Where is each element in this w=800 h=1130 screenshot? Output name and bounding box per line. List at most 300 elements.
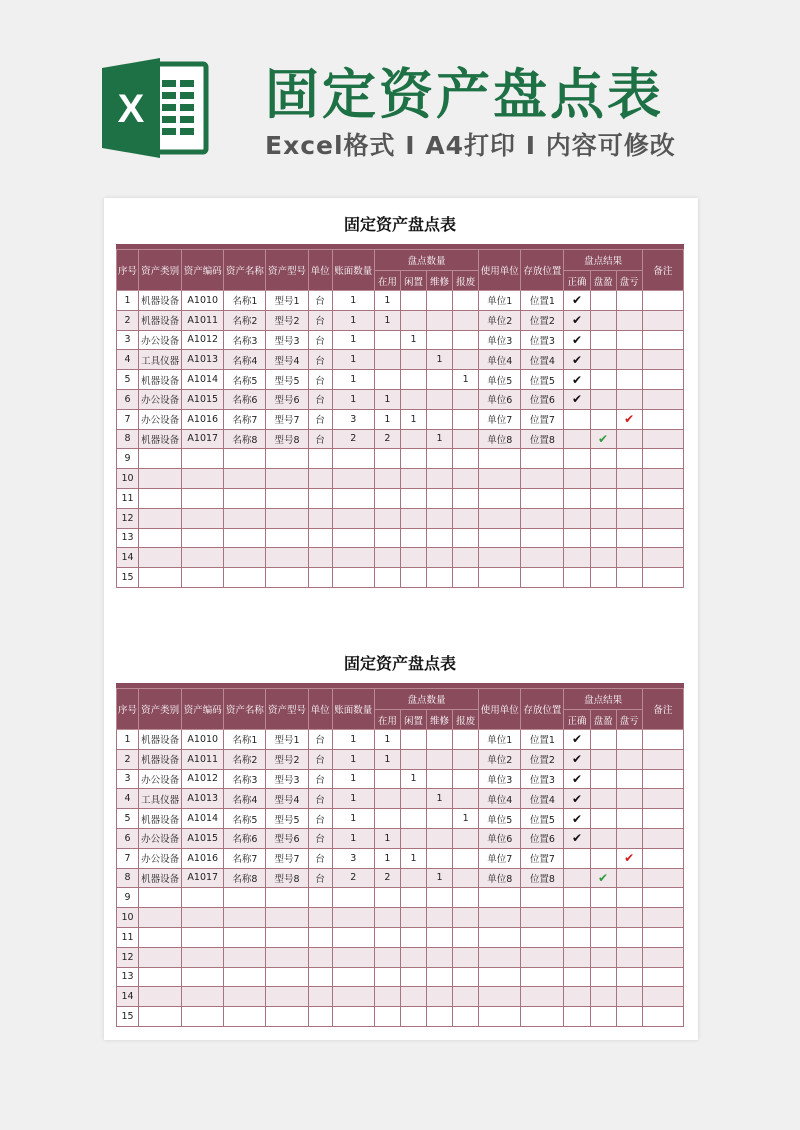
cell-book-qty xyxy=(332,908,374,928)
cell-code: A1016 xyxy=(182,848,224,868)
cell-seq: 8 xyxy=(117,868,139,888)
cell-result-surplus xyxy=(590,330,616,350)
table-row xyxy=(117,488,684,508)
col-header-use-dept: 使用单位 xyxy=(479,250,521,291)
cell-use-dept xyxy=(479,947,521,967)
cell-use-dept xyxy=(479,888,521,908)
cell-seq: 3 xyxy=(117,769,139,789)
cell-book-qty: 1 xyxy=(332,749,374,769)
cell-category: 机器设备 xyxy=(139,730,182,750)
cell-in-use: 2 xyxy=(374,429,400,449)
table-row xyxy=(117,809,684,829)
cell-code xyxy=(182,1007,224,1027)
cell-result-surplus xyxy=(590,310,616,330)
table-row xyxy=(117,389,684,409)
cell-result-surplus xyxy=(590,568,616,588)
check-mark-icon: ✔ xyxy=(571,811,583,826)
cell-repair xyxy=(427,967,453,987)
cell-use-dept xyxy=(479,548,521,568)
cell-location: 位置5 xyxy=(521,370,564,390)
col-header-loss: 盘亏 xyxy=(616,710,642,730)
table-row xyxy=(117,409,684,429)
cell-result-correct xyxy=(564,730,590,750)
cell-code: A1014 xyxy=(182,809,224,829)
cell-category xyxy=(139,1007,182,1027)
cell-category: 办公设备 xyxy=(139,848,182,868)
cell-category xyxy=(139,888,182,908)
col-header-location: 存放位置 xyxy=(521,250,564,291)
cell-idle xyxy=(400,809,426,829)
cell-result-loss xyxy=(616,987,642,1007)
cell-result-correct xyxy=(564,330,590,350)
check-mark-icon: ✔ xyxy=(571,372,583,387)
cell-scrapped xyxy=(453,291,479,311)
cell-unit xyxy=(308,449,332,469)
cell-result-surplus xyxy=(590,927,616,947)
excel-logo-icon xyxy=(100,58,210,158)
cell-model: 型号2 xyxy=(266,749,308,769)
cell-result-loss xyxy=(616,908,642,928)
cell-use-dept: 单位6 xyxy=(479,828,521,848)
cell-in-use xyxy=(374,330,400,350)
cell-in-use xyxy=(374,508,400,528)
table-row xyxy=(117,987,684,1007)
cell-repair xyxy=(427,927,453,947)
cell-remark xyxy=(642,908,683,928)
cell-use-dept: 单位3 xyxy=(479,330,521,350)
cell-idle xyxy=(400,908,426,928)
cell-name: 名称7 xyxy=(224,409,266,429)
col-header-idle: 闲置 xyxy=(400,710,426,730)
cell-result-correct xyxy=(564,987,590,1007)
cell-result-surplus xyxy=(590,409,616,429)
cell-result-loss xyxy=(616,868,642,888)
col-header-correct: 正确 xyxy=(564,271,590,291)
cell-remark xyxy=(642,568,683,588)
cell-result-surplus xyxy=(590,528,616,548)
cell-idle: 1 xyxy=(400,769,426,789)
cell-result-loss xyxy=(616,449,642,469)
cell-idle xyxy=(400,350,426,370)
cell-result-correct xyxy=(564,908,590,928)
col-header-seq: 序号 xyxy=(117,689,139,730)
cell-result-loss xyxy=(616,488,642,508)
col-header-unit: 单位 xyxy=(308,689,332,730)
banner-title: 固定资产盘点表 xyxy=(265,63,664,126)
cell-result-surplus xyxy=(590,848,616,868)
cell-seq: 13 xyxy=(117,967,139,987)
table-row xyxy=(117,350,684,370)
cell-result-surplus xyxy=(590,809,616,829)
cell-in-use xyxy=(374,769,400,789)
cell-in-use xyxy=(374,370,400,390)
cell-seq: 4 xyxy=(117,789,139,809)
cell-in-use xyxy=(374,350,400,370)
cell-in-use xyxy=(374,449,400,469)
cell-in-use xyxy=(374,987,400,1007)
cell-result-surplus xyxy=(590,449,616,469)
cell-idle xyxy=(400,429,426,449)
cell-location: 位置1 xyxy=(521,730,564,750)
cell-idle xyxy=(400,927,426,947)
cell-name: 名称2 xyxy=(224,310,266,330)
check-mark-icon: ✔ xyxy=(571,392,583,407)
cell-repair xyxy=(427,508,453,528)
cell-idle xyxy=(400,749,426,769)
cell-unit: 台 xyxy=(308,789,332,809)
cell-model xyxy=(266,967,308,987)
cell-repair: 1 xyxy=(427,868,453,888)
cell-result-correct xyxy=(564,568,590,588)
cell-use-dept xyxy=(479,967,521,987)
cell-in-use: 1 xyxy=(374,848,400,868)
col-header-model: 资产型号 xyxy=(266,689,308,730)
col-header-seq: 序号 xyxy=(117,250,139,291)
cell-model xyxy=(266,548,308,568)
cell-book-qty xyxy=(332,449,374,469)
cell-repair xyxy=(427,888,453,908)
col-header-remark: 备注 xyxy=(642,689,683,730)
cell-model xyxy=(266,469,308,489)
cell-remark xyxy=(642,330,683,350)
cell-name xyxy=(224,449,266,469)
cell-book-qty xyxy=(332,967,374,987)
cell-code xyxy=(182,449,224,469)
col-header-idle: 闲置 xyxy=(400,271,426,291)
cell-result-correct xyxy=(564,389,590,409)
cell-unit xyxy=(308,927,332,947)
check-mark-icon: ✔ xyxy=(571,791,583,806)
cell-location xyxy=(521,927,564,947)
cell-use-dept: 单位7 xyxy=(479,409,521,429)
cell-unit: 台 xyxy=(308,730,332,750)
cell-code xyxy=(182,568,224,588)
cell-result-surplus xyxy=(590,389,616,409)
cell-category: 机器设备 xyxy=(139,291,182,311)
cell-code xyxy=(182,548,224,568)
table-row xyxy=(117,568,684,588)
col-header-surplus: 盘盈 xyxy=(590,710,616,730)
col-header-category: 资产类别 xyxy=(139,250,182,291)
cell-scrapped xyxy=(453,868,479,888)
cell-repair: 1 xyxy=(427,350,453,370)
cell-remark xyxy=(642,508,683,528)
banner-subtitle: Excel格式 I A4打印 I 内容可修改 xyxy=(265,131,676,160)
cell-use-dept: 单位1 xyxy=(479,730,521,750)
cell-name xyxy=(224,508,266,528)
cell-book-qty xyxy=(332,488,374,508)
cell-repair xyxy=(427,370,453,390)
cell-result-loss xyxy=(616,730,642,750)
cell-result-loss xyxy=(616,848,642,868)
cell-book-qty: 3 xyxy=(332,409,374,429)
cell-result-loss xyxy=(616,469,642,489)
cell-name: 名称5 xyxy=(224,809,266,829)
table-row xyxy=(117,370,684,390)
cell-book-qty xyxy=(332,1007,374,1027)
cell-remark xyxy=(642,528,683,548)
cell-repair xyxy=(427,548,453,568)
cell-result-correct xyxy=(564,310,590,330)
cell-in-use xyxy=(374,927,400,947)
cell-name: 名称5 xyxy=(224,370,266,390)
cell-category xyxy=(139,927,182,947)
cell-scrapped xyxy=(453,429,479,449)
cell-use-dept xyxy=(479,508,521,528)
cell-unit xyxy=(308,1007,332,1027)
cell-name xyxy=(224,967,266,987)
col-header-result: 盘点结果 xyxy=(564,250,642,271)
cell-scrapped xyxy=(453,488,479,508)
cell-book-qty xyxy=(332,947,374,967)
cell-name: 名称2 xyxy=(224,749,266,769)
cell-seq: 3 xyxy=(117,330,139,350)
cell-model xyxy=(266,987,308,1007)
cell-category xyxy=(139,568,182,588)
cell-result-surplus xyxy=(590,947,616,967)
cell-unit: 台 xyxy=(308,310,332,330)
cell-seq: 8 xyxy=(117,429,139,449)
cell-repair xyxy=(427,908,453,928)
cell-code: A1016 xyxy=(182,409,224,429)
cell-remark xyxy=(642,1007,683,1027)
cell-remark xyxy=(642,789,683,809)
cell-model xyxy=(266,927,308,947)
cell-book-qty: 2 xyxy=(332,868,374,888)
cell-seq: 15 xyxy=(117,568,139,588)
table-row xyxy=(117,330,684,350)
cell-book-qty: 1 xyxy=(332,828,374,848)
check-mark-icon: ✔ xyxy=(571,771,583,786)
cell-repair xyxy=(427,568,453,588)
cell-location xyxy=(521,947,564,967)
cell-category: 机器设备 xyxy=(139,310,182,330)
cell-scrapped xyxy=(453,310,479,330)
cell-seq: 4 xyxy=(117,350,139,370)
cell-location xyxy=(521,568,564,588)
cell-result-surplus xyxy=(590,350,616,370)
cell-unit xyxy=(308,568,332,588)
inventory-sheet-2 xyxy=(116,645,684,1027)
cell-seq: 12 xyxy=(117,508,139,528)
cell-model: 型号5 xyxy=(266,809,308,829)
cell-unit xyxy=(308,967,332,987)
cell-location: 位置2 xyxy=(521,749,564,769)
cell-unit xyxy=(308,508,332,528)
col-header-surplus: 盘盈 xyxy=(590,271,616,291)
cell-book-qty: 1 xyxy=(332,291,374,311)
check-mark-icon: ✔ xyxy=(571,732,583,747)
cell-seq: 5 xyxy=(117,370,139,390)
col-header-category: 资产类别 xyxy=(139,689,182,730)
table-row xyxy=(117,548,684,568)
cell-use-dept xyxy=(479,1007,521,1027)
cell-idle xyxy=(400,568,426,588)
cell-idle xyxy=(400,528,426,548)
cell-location: 位置2 xyxy=(521,310,564,330)
cell-remark xyxy=(642,469,683,489)
cell-repair xyxy=(427,389,453,409)
cell-location xyxy=(521,888,564,908)
cell-code: A1013 xyxy=(182,789,224,809)
cell-name: 名称8 xyxy=(224,429,266,449)
cell-result-correct xyxy=(564,769,590,789)
inventory-table xyxy=(116,688,684,1027)
cell-name xyxy=(224,888,266,908)
cell-result-correct xyxy=(564,809,590,829)
cell-result-correct xyxy=(564,370,590,390)
check-mark-icon: ✔ xyxy=(624,412,635,427)
cell-remark xyxy=(642,350,683,370)
cell-unit xyxy=(308,987,332,1007)
check-mark-icon: ✔ xyxy=(571,752,583,767)
cell-code xyxy=(182,908,224,928)
cell-model: 型号6 xyxy=(266,389,308,409)
cell-idle xyxy=(400,310,426,330)
cell-idle xyxy=(400,868,426,888)
col-header-location: 存放位置 xyxy=(521,689,564,730)
cell-in-use: 1 xyxy=(374,389,400,409)
table-row xyxy=(117,1007,684,1027)
cell-idle xyxy=(400,789,426,809)
cell-result-correct xyxy=(564,429,590,449)
cell-use-dept: 单位5 xyxy=(479,809,521,829)
cell-seq: 11 xyxy=(117,927,139,947)
cell-category: 机器设备 xyxy=(139,749,182,769)
cell-repair xyxy=(427,291,453,311)
cell-scrapped xyxy=(453,350,479,370)
sheet-title: 固定资产盘点表 xyxy=(343,654,456,673)
cell-book-qty xyxy=(332,469,374,489)
cell-scrapped xyxy=(453,568,479,588)
col-header-scrapped: 报废 xyxy=(453,710,479,730)
cell-scrapped xyxy=(453,888,479,908)
cell-repair xyxy=(427,749,453,769)
cell-repair xyxy=(427,310,453,330)
cell-repair xyxy=(427,828,453,848)
cell-result-correct xyxy=(564,848,590,868)
cell-location: 位置7 xyxy=(521,848,564,868)
col-header-loss: 盘亏 xyxy=(616,271,642,291)
cell-unit xyxy=(308,888,332,908)
cell-result-loss xyxy=(616,310,642,330)
cell-result-surplus xyxy=(590,828,616,848)
check-mark-icon: ✔ xyxy=(571,332,583,347)
cell-scrapped xyxy=(453,848,479,868)
cell-name xyxy=(224,469,266,489)
check-mark-icon: ✔ xyxy=(571,313,583,328)
cell-seq: 7 xyxy=(117,848,139,868)
cell-model xyxy=(266,528,308,548)
cell-location xyxy=(521,1007,564,1027)
cell-use-dept: 单位5 xyxy=(479,370,521,390)
cell-unit: 台 xyxy=(308,291,332,311)
cell-use-dept: 单位2 xyxy=(479,310,521,330)
cell-scrapped xyxy=(453,789,479,809)
cell-code: A1015 xyxy=(182,389,224,409)
cell-location xyxy=(521,548,564,568)
cell-scrapped: 1 xyxy=(453,809,479,829)
table-row xyxy=(117,828,684,848)
cell-book-qty: 1 xyxy=(332,809,374,829)
cell-unit: 台 xyxy=(308,389,332,409)
cell-unit xyxy=(308,528,332,548)
cell-category xyxy=(139,908,182,928)
cell-code: A1010 xyxy=(182,291,224,311)
col-header-result: 盘点结果 xyxy=(564,689,642,710)
cell-book-qty: 1 xyxy=(332,350,374,370)
cell-code: A1017 xyxy=(182,868,224,888)
cell-location: 位置3 xyxy=(521,330,564,350)
cell-use-dept xyxy=(479,927,521,947)
table-row xyxy=(117,908,684,928)
cell-use-dept xyxy=(479,987,521,1007)
cell-seq: 15 xyxy=(117,1007,139,1027)
svg-text:X: X xyxy=(117,87,145,131)
col-header-code: 资产编码 xyxy=(182,689,224,730)
cell-category: 机器设备 xyxy=(139,429,182,449)
cell-book-qty xyxy=(332,548,374,568)
table-row xyxy=(117,310,684,330)
cell-repair: 1 xyxy=(427,429,453,449)
cell-use-dept: 单位3 xyxy=(479,769,521,789)
cell-name xyxy=(224,908,266,928)
cell-seq: 13 xyxy=(117,528,139,548)
cell-code xyxy=(182,508,224,528)
cell-result-surplus xyxy=(590,291,616,311)
cell-seq: 7 xyxy=(117,409,139,429)
cell-model xyxy=(266,888,308,908)
cell-name: 名称6 xyxy=(224,389,266,409)
cell-unit xyxy=(308,488,332,508)
cell-book-qty xyxy=(332,528,374,548)
cell-category xyxy=(139,508,182,528)
cell-name: 名称7 xyxy=(224,848,266,868)
cell-name: 名称1 xyxy=(224,291,266,311)
cell-seq: 10 xyxy=(117,908,139,928)
cell-unit: 台 xyxy=(308,749,332,769)
cell-name xyxy=(224,947,266,967)
cell-in-use xyxy=(374,908,400,928)
cell-model xyxy=(266,568,308,588)
cell-unit: 台 xyxy=(308,828,332,848)
col-header-model: 资产型号 xyxy=(266,250,308,291)
cell-use-dept xyxy=(479,469,521,489)
cell-seq: 14 xyxy=(117,987,139,1007)
cell-use-dept: 单位8 xyxy=(479,868,521,888)
cell-idle xyxy=(400,1007,426,1027)
cell-code xyxy=(182,888,224,908)
cell-idle xyxy=(400,291,426,311)
cell-in-use xyxy=(374,888,400,908)
cell-result-surplus xyxy=(590,548,616,568)
cell-remark xyxy=(642,868,683,888)
cell-remark xyxy=(642,848,683,868)
cell-scrapped xyxy=(453,987,479,1007)
cell-idle xyxy=(400,947,426,967)
cell-idle xyxy=(400,828,426,848)
inventory-sheet-1 xyxy=(116,206,684,588)
cell-scrapped xyxy=(453,967,479,987)
check-mark-icon: ✔ xyxy=(598,431,609,446)
cell-remark xyxy=(642,730,683,750)
cell-repair: 1 xyxy=(427,789,453,809)
sheet-title: 固定资产盘点表 xyxy=(343,215,456,234)
cell-in-use xyxy=(374,1007,400,1027)
cell-scrapped xyxy=(453,508,479,528)
cell-model xyxy=(266,449,308,469)
cell-unit: 台 xyxy=(308,429,332,449)
